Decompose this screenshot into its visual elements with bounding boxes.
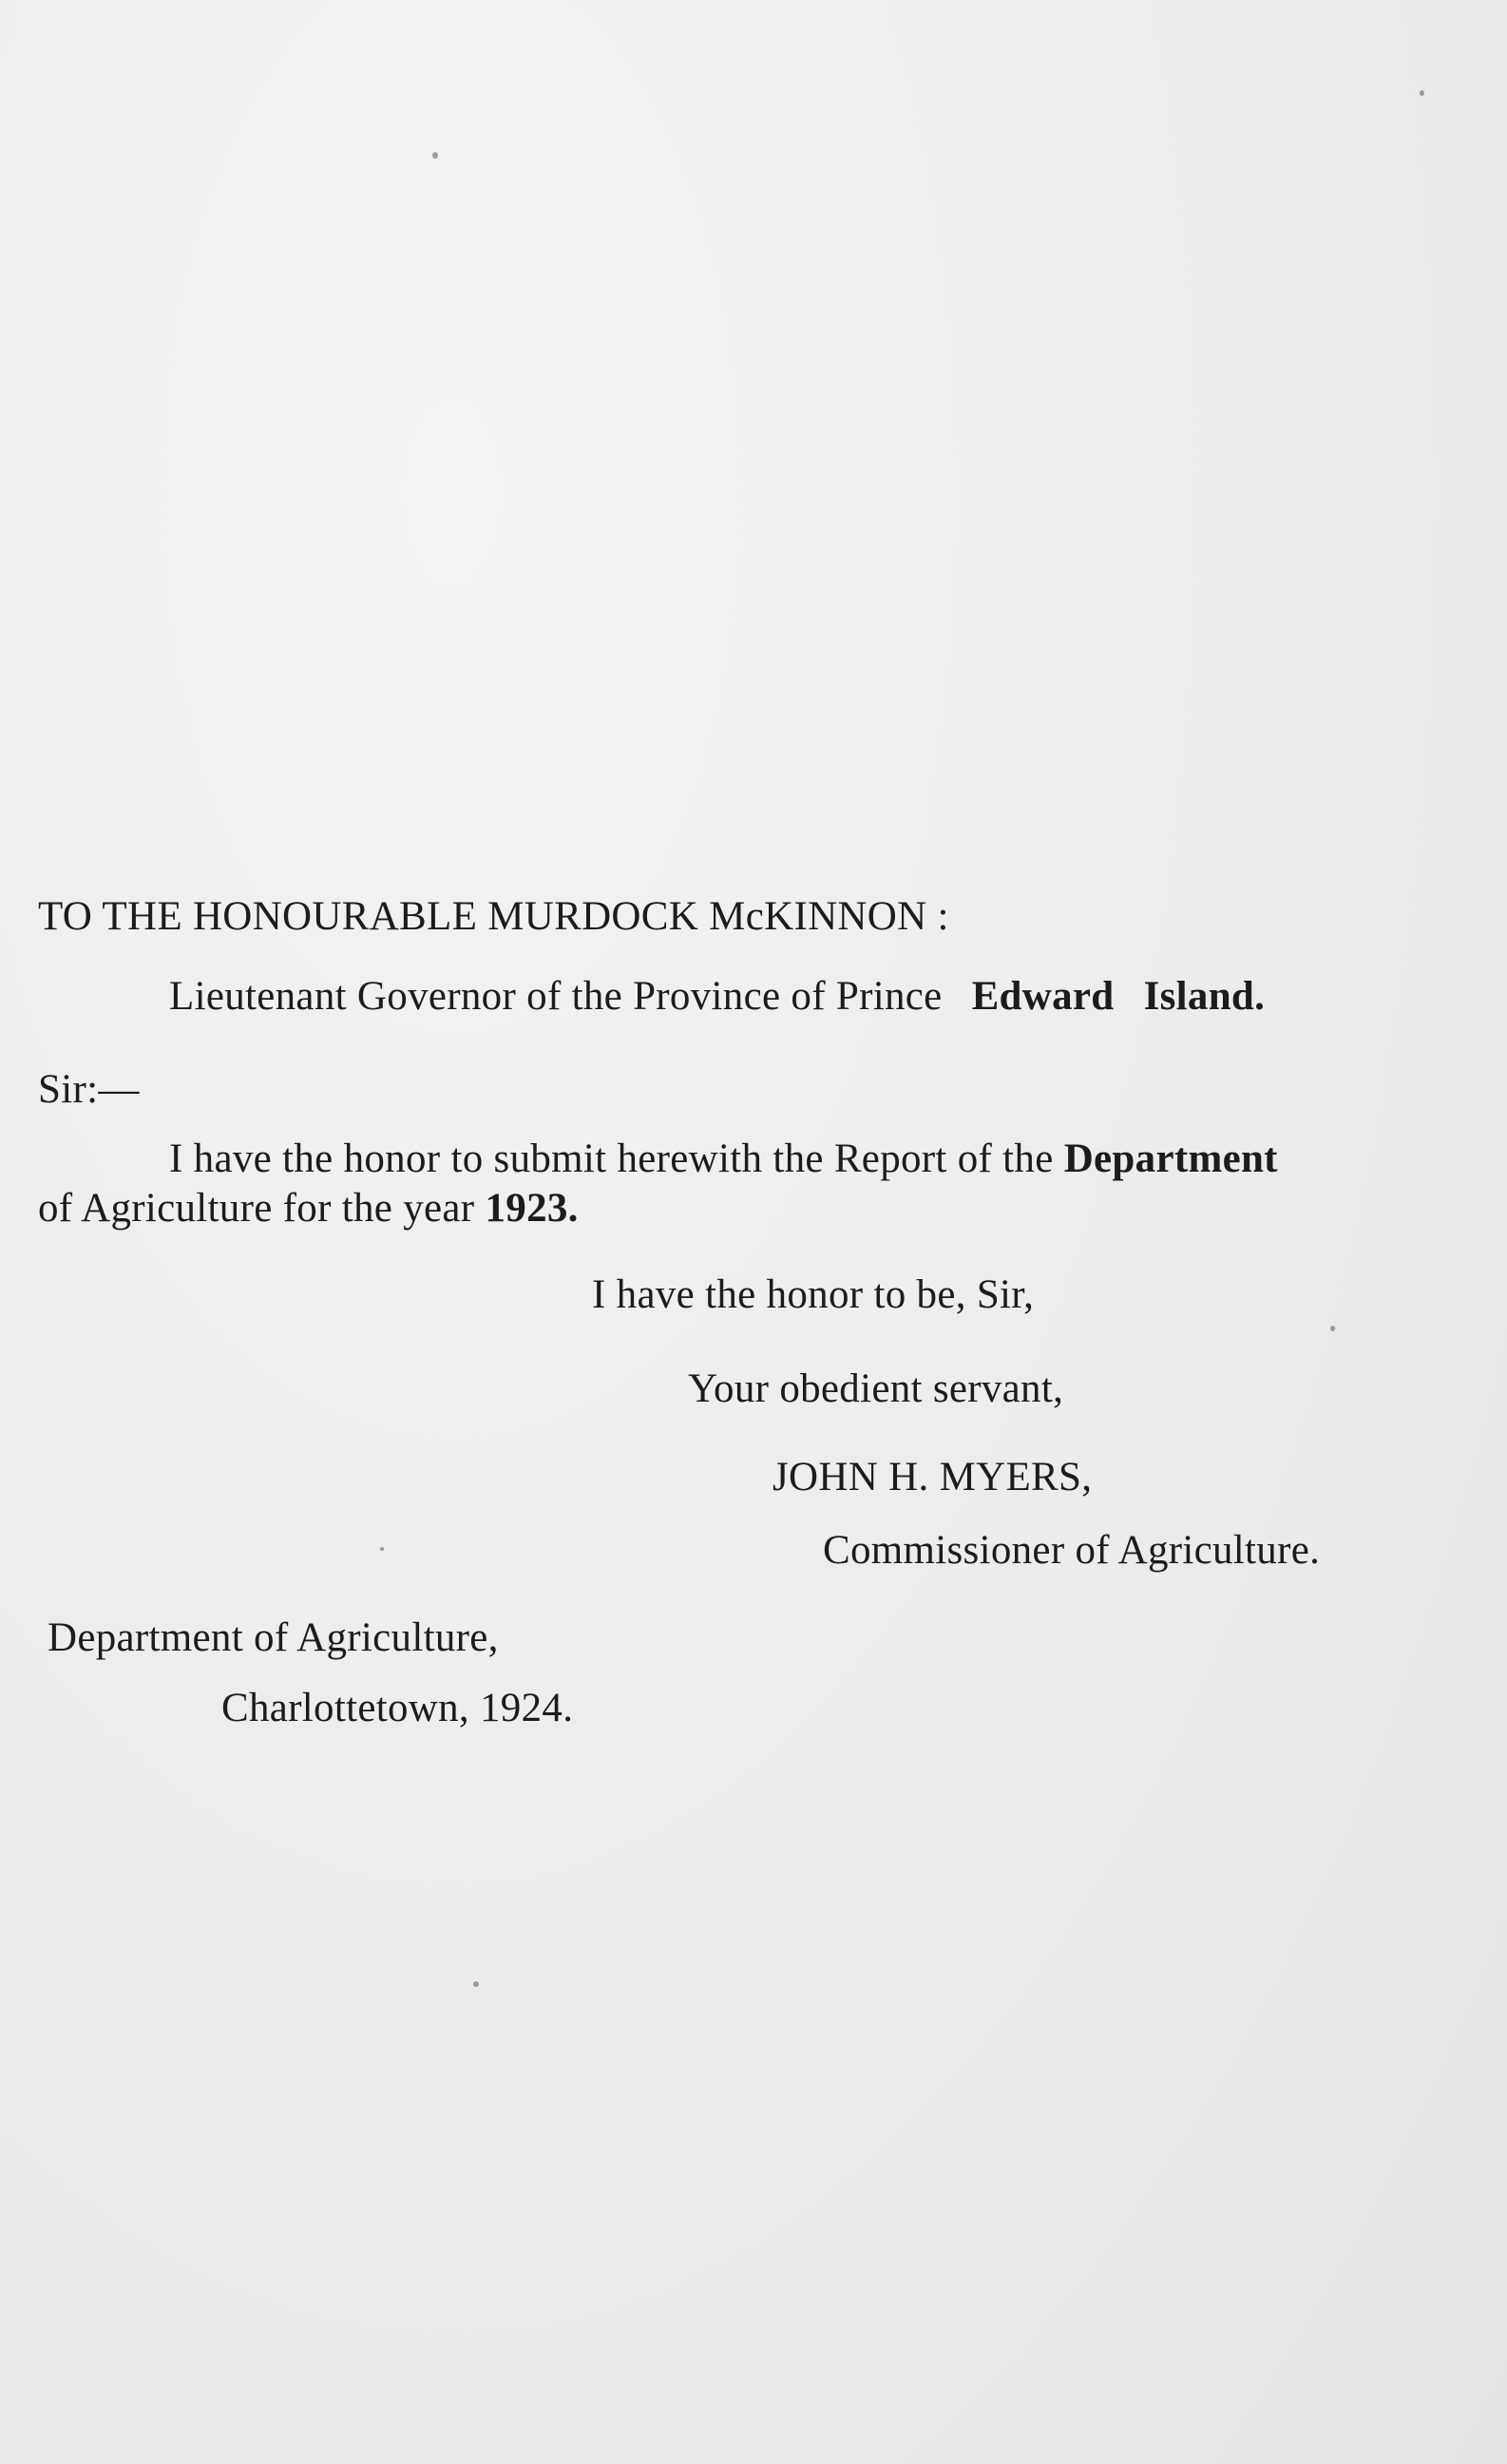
addressee-title-edward: Edward xyxy=(971,974,1115,1019)
place-date-line: Charlottetown, 1924. xyxy=(221,1686,574,1730)
body-text-department: Department xyxy=(1063,1136,1278,1181)
paper-speck xyxy=(473,1981,479,1987)
body-paragraph-line-1 xyxy=(169,1138,1278,1179)
department-line: Department of Agriculture, xyxy=(48,1615,499,1660)
paper-speck xyxy=(380,1547,384,1551)
signer-name: JOHN H. MYERS, xyxy=(773,1455,1093,1499)
addressee-title-island: Island. xyxy=(1143,974,1266,1019)
addressee-line: TO THE HONOURABLE MURDOCK McKINNON : xyxy=(38,894,949,939)
closing-line: I have the honor to be, Sir, xyxy=(592,1272,1035,1317)
signer-title: Commissioner of Agriculture. xyxy=(823,1528,1321,1573)
paper-speck xyxy=(1420,90,1424,96)
body-paragraph-line-2 xyxy=(38,1188,579,1229)
paper-speck xyxy=(432,152,438,159)
addressee-title-text: Lieutenant Governor of the Province of Prince xyxy=(169,974,943,1019)
addressee-title-line xyxy=(169,976,1265,1017)
salutation: Sir:— xyxy=(38,1067,140,1112)
body-text-year: 1923. xyxy=(485,1186,579,1231)
body-text-1: I have the honor to submit herewith the Report of the xyxy=(169,1136,1054,1181)
valediction: Your obedient servant, xyxy=(688,1366,1064,1411)
body-text-2: of Agriculture for the year xyxy=(38,1186,475,1231)
paper-speck xyxy=(1330,1326,1335,1331)
